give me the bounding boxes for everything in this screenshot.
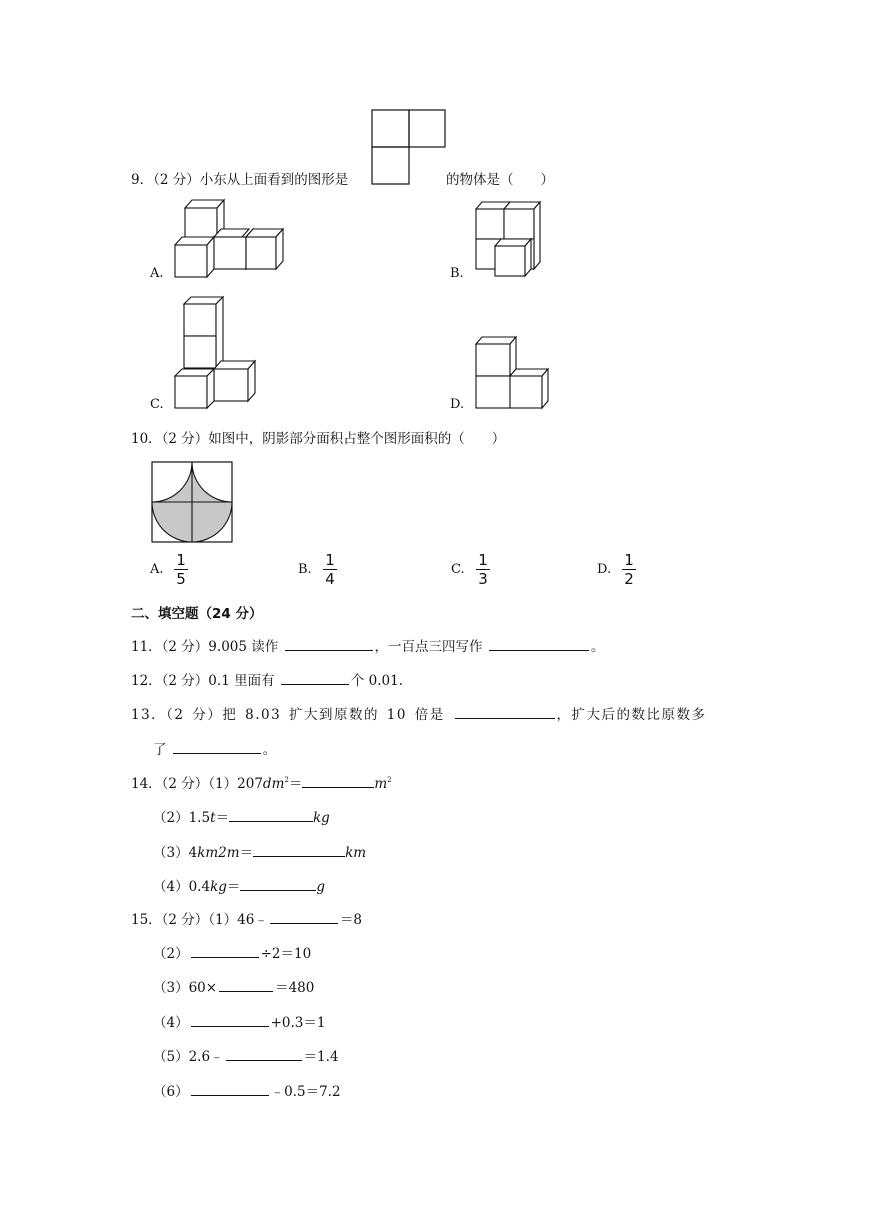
q15-6-blank[interactable] [191,1082,269,1096]
q15-2-blank[interactable] [191,944,259,958]
q15-5-text-a: （5）2.6﹣ [153,1049,224,1065]
q15-3-text-a: （3）60× [153,980,218,996]
q11-text-c: 。 [590,639,605,655]
q14-3-eq: ＝ [239,845,254,861]
q15-line2 [153,944,311,963]
q10-text: 10．（2 分）如图中，阴影部分面积占整个图形面积的（ ） [131,431,506,447]
q14-2-unit2: kg [313,810,330,826]
q12-blank[interactable] [281,671,349,685]
q14-3-unit: km2m [197,845,240,861]
q14-2-unit: t [210,810,216,826]
q15-6-text-a: （6） [153,1084,189,1100]
q13-text-c: 了 [153,742,167,758]
section-2-title: 二、填空题（24 分） [131,606,263,622]
q10-option-d-fraction: 1 2 [620,552,638,587]
q15-line1 [131,910,362,929]
q15-3-blank[interactable] [219,978,273,992]
option-d-cubes [470,334,552,412]
q14-4-unit2: g [316,879,326,895]
q15-1-text-b: ＝8 [339,912,362,928]
option-b-label: B. [450,266,464,281]
q12-text-a: 12．（2 分）0.1 里面有 [131,673,275,689]
q13-text-b: ，扩大后的数比原数多 [556,707,707,723]
q14-1-unit: dm [262,776,285,792]
q14-1-sup: 2 [284,776,289,784]
q15-4-text-a: （4） [153,1015,189,1031]
q15-line6 [153,1082,341,1101]
q14-line2 [153,808,330,827]
q14-4-text: （4）0.4 [153,879,211,895]
q13-line1 [131,705,707,724]
q14-line3 [153,843,366,862]
q10-option-b-fraction: 1 4 [321,552,339,587]
q10-option-a-label: A. [150,562,164,577]
q11 [131,637,604,656]
q14-1-text: 14．（2 分）（1）207 [131,776,263,792]
q14-3-blank[interactable] [253,843,345,857]
q13-text-a: 13．（2 分）把 8.03 扩大到原数的 10 倍是 [131,707,445,723]
q10-option-a-fraction: 1 5 [172,552,190,587]
q13-text-d: 。 [262,742,277,758]
q10-option-d-label: D. [597,562,612,577]
q14-line1 [131,774,392,793]
q14-1-eq: ＝ [288,776,303,792]
q15-2-text-a: （2） [153,946,189,962]
q11-text-b: ，一百点三四写作 [374,639,483,655]
top-view-figure [371,108,447,186]
q9-prefix: 9．（2 分）小东从上面看到的图形是 [131,172,349,188]
q15-line3 [153,978,314,997]
q14-4-unit: kg [210,879,227,895]
q14-2-blank[interactable] [229,808,313,822]
q14-4-blank[interactable] [240,877,316,891]
option-b-cubes [470,198,550,282]
q14-3-unit2: km [345,845,367,861]
q10-option-c-fraction: 1 3 [474,552,492,587]
q15-2-text-b: ÷2＝10 [260,946,312,962]
q14-2-text: （2）1.5 [153,810,211,826]
q14-1-unit2: m [374,776,388,792]
option-c-label: C. [150,397,164,412]
q14-line4 [153,877,325,896]
q13-line2 [153,740,276,759]
q11-blank-2[interactable] [489,637,589,651]
q12-text-b: 个 0.01. [350,673,404,689]
q15-4-blank[interactable] [191,1013,269,1027]
q10-option-b-label: B. [298,562,312,577]
q15-5-text-b: ＝1.4 [303,1049,339,1065]
q9-suffix: 的物体是（ ） [446,172,554,188]
q14-1-sup2: 2 [387,776,392,784]
q10-option-c-label: C. [451,562,465,577]
q15-6-text-b: ﹣0.5＝7.2 [270,1084,341,1100]
q13-blank-1[interactable] [455,705,555,719]
q15-4-text-b: +0.3＝1 [270,1015,326,1031]
option-a-label: A. [150,266,164,281]
q14-4-eq: ＝ [226,879,241,895]
q11-blank-1[interactable] [285,637,373,651]
option-c-cubes [170,294,260,412]
q14-2-eq: ＝ [215,810,229,826]
q11-text-a: 11．（2 分）9.005 读作 [131,639,279,655]
q15-5-blank[interactable] [226,1047,302,1061]
q15-line5 [153,1047,339,1066]
q13-blank-2[interactable] [173,740,261,754]
option-a-cubes [170,198,290,282]
q15-1-text-a: 15．（2 分）（1）46﹣ [131,912,268,928]
shaded-square-figure [151,461,235,545]
option-d-label: D. [450,397,465,412]
q15-3-text-b: ＝480 [275,980,315,996]
q15-1-blank[interactable] [270,910,338,924]
q14-1-blank[interactable] [302,774,374,788]
q14-3-text: （3）4 [153,845,198,861]
q12 [131,671,403,690]
q15-line4 [153,1013,325,1032]
